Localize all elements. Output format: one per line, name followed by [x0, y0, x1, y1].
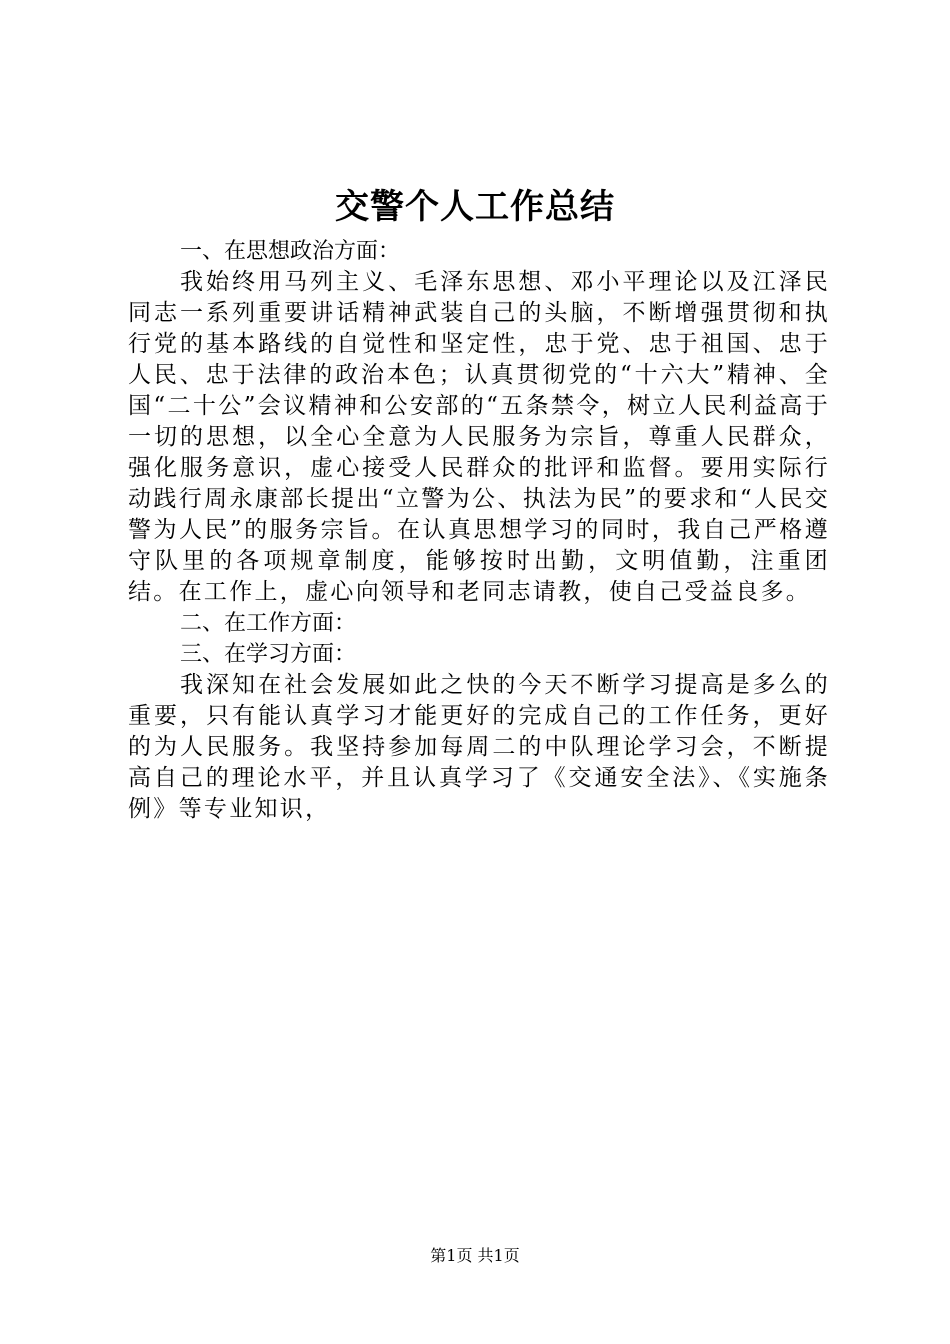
page-number-footer: 第1页 共1页: [430, 1246, 520, 1265]
document-body: [128, 236, 830, 825]
section-body-political: 我始终用马列主义、毛泽东思想、邓小平理论以及江泽民同志一系列重要讲话精神武装自己的头脑，不断增强贯彻和执行党的基本路线的自觉性和坚定性，忠于党、忠于祖国、忠于人民、忠于法律的政治本色；认真贯彻党的“十六大”精神、全国“二十公”会议精神和公安部的“五条禁令，树立人民利益高于一切的思想，以全心全意为人民服务为宗旨，尊重人民群众，强化服务意识，虚心接受人民群众的批评和监督。要用实际行动践行周永康部长提出“立警为公、执法为民”的要求和“人民交警为人民”的服务宗旨。在认真思想学习的同时，我自己严格遵守队里的各项规章制度，能够按时出勤，文明值勤，注重团结。在工作上，虚心向领导和老同志请教，使自己受益良多。: [128, 269, 830, 605]
section-heading-work: 二、在工作方面：: [180, 611, 357, 636]
section-heading-political: 一、在思想政治方面：: [180, 239, 401, 264]
section-body-study: 我深知在社会发展如此之快的今天不断学习提高是多么的重要，只有能认真学习才能更好的完成自己的工作任务，更好的为人民服务。我坚持参加每周二的中队理论学习会，不断提高自己的理论水平，并且认真学习了《交通安全法》、《实施条例》等专业知识，: [128, 672, 830, 822]
section-heading-study: 三、在学习方面：: [180, 642, 357, 667]
document-title: 交警个人工作总结: [335, 187, 615, 227]
